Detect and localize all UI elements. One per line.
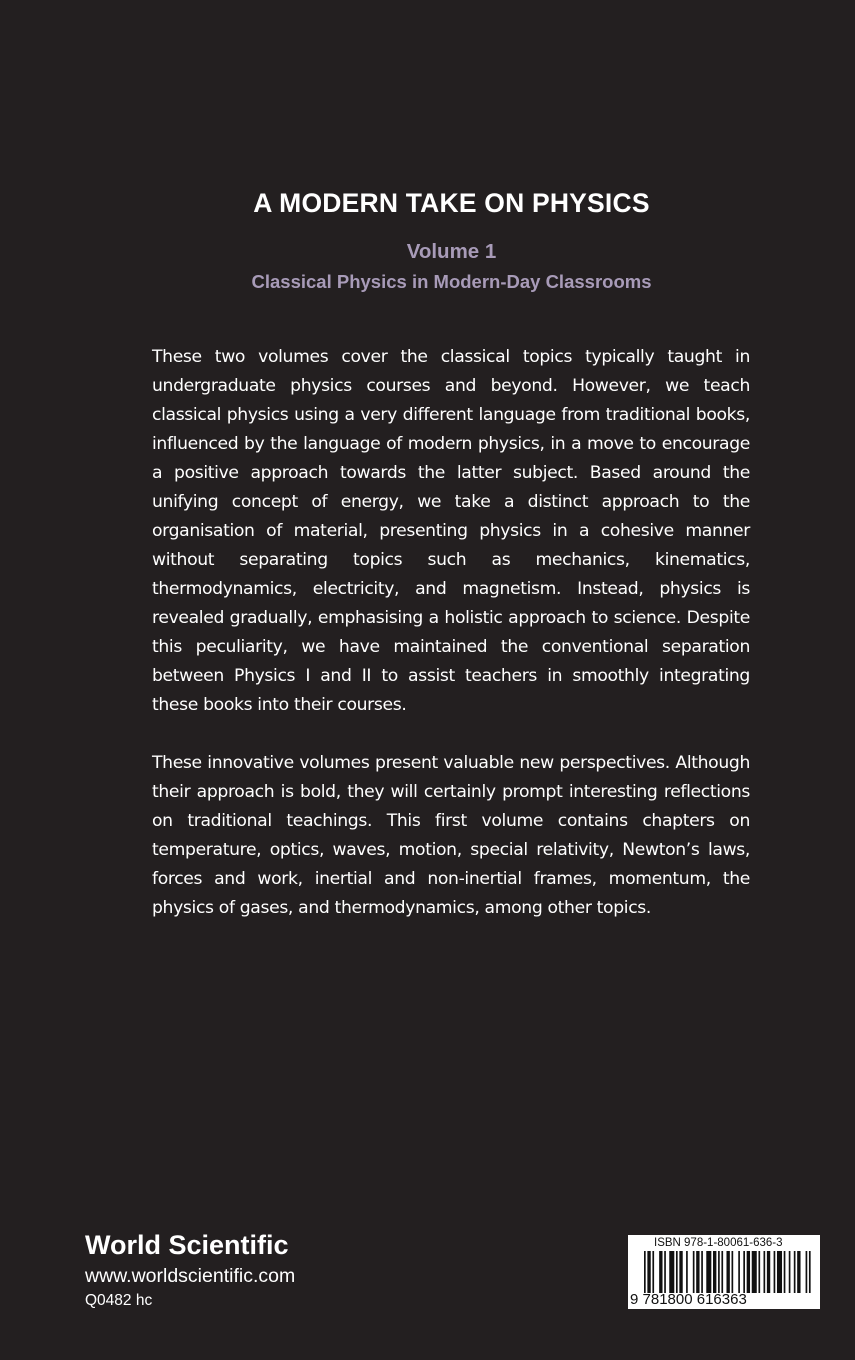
volume-label: Volume 1 xyxy=(406,240,497,263)
book-title: A MODERN TAKE ON PHYSICS xyxy=(253,188,650,218)
isbn-label: ISBN 978-1-80061-636-3 xyxy=(654,1237,783,1249)
isbn-barcode xyxy=(628,1235,820,1309)
product-code: Q0482 hc xyxy=(85,1292,153,1309)
book-subtitle: Classical Physics in Modern-Day Classrooms xyxy=(251,271,652,292)
blurb-paragraph-2: These innovative volumes present valuable new perspectives. Although their approach is bold, they will certainly prompt interesting reflections on traditional teachings. This first volume contains chapters on temperature, optics, waves, motion, special relativity, Newton’s laws, forces and work, inertial and non-inertial frames, momentum, the physics of gases, and thermodynamics, among other topics. xyxy=(152,753,750,918)
barcode-digits: 9 781800 616363 xyxy=(630,1291,747,1308)
publisher-name: World Scientific xyxy=(85,1230,289,1260)
back-cover-blurb xyxy=(152,343,750,923)
blurb-paragraph-1: These two volumes cover the classical topics typically taught in undergraduate physics courses and beyond. However, we teach classical physics using a very different language from traditional books, influenced by the language of modern physics, in a move to encourage a positive approach towards the latter subject. Based around the unifying concept of energy, we take a distinct approach to the organisation of material, presenting physics in a cohesive manner without separating topics such as mechanics, kinematics, thermodynamics, electricity, and magnetism. Instead, physics is revealed gradually, emphasising a holistic approach to science. Despite this peculiarity, we have maintained the conventional separation between Physics I and II to assist teachers in smoothly integrating these books into their courses. xyxy=(152,347,750,715)
barcode-bars-icon xyxy=(644,1251,814,1293)
publisher-website: www.worldscientific.com xyxy=(85,1265,296,1287)
